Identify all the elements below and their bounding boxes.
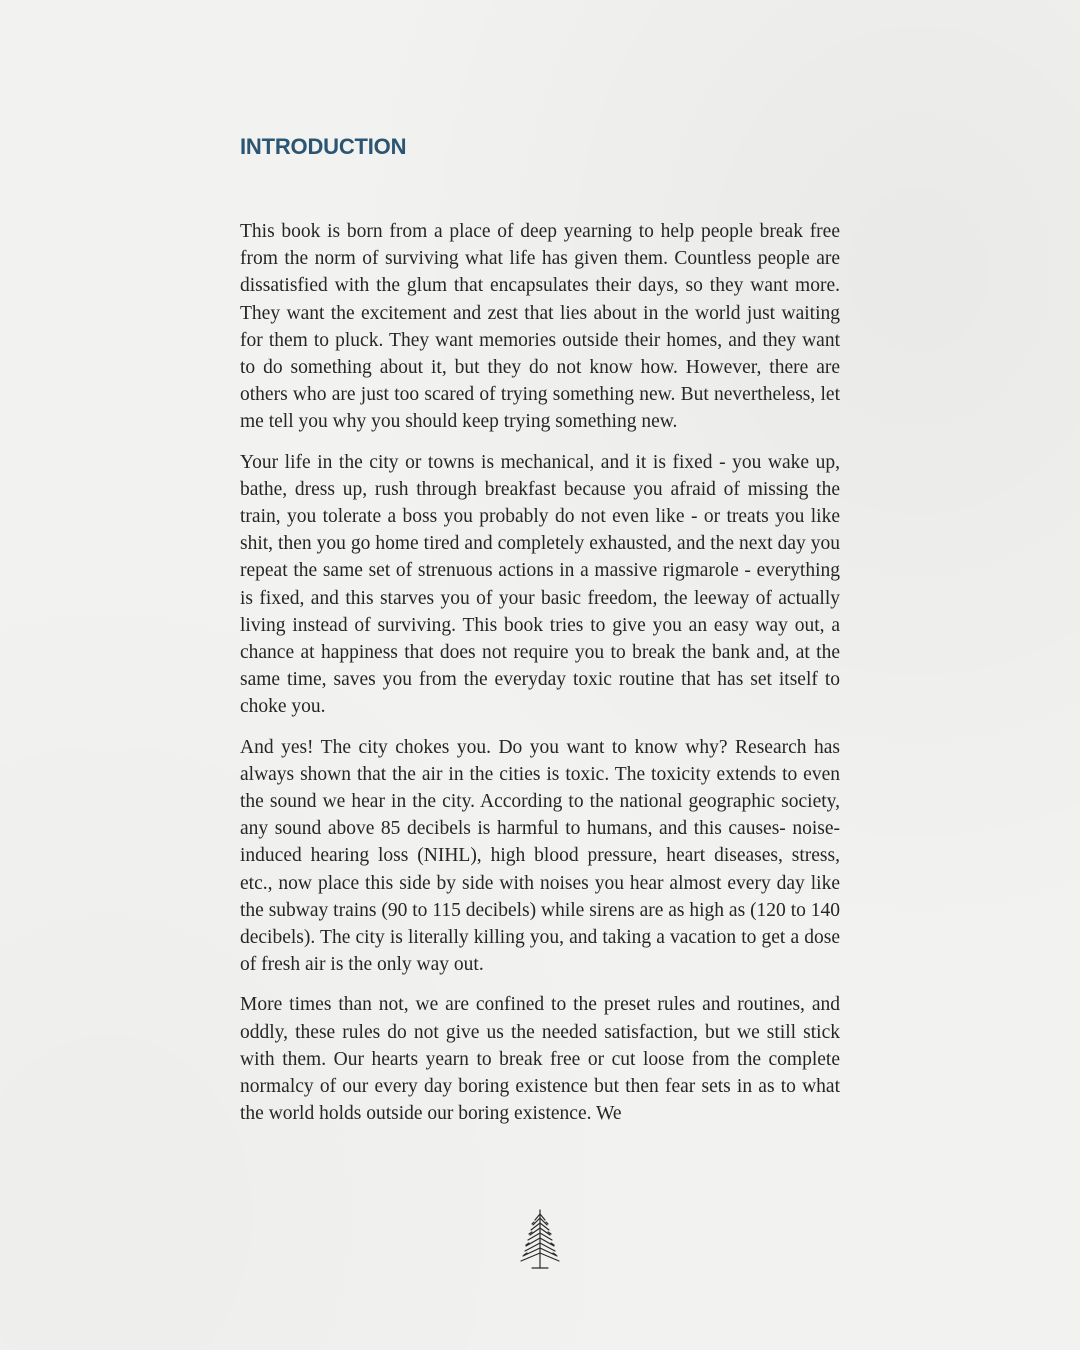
chapter-body (240, 218, 840, 1141)
paragraph: Your life in the city or towns is mechanical, and it is fixed - you wake up, bathe, dress up, rush through breakfast because you afraid of missing the train, you tolerate a boss you probably do not even like - or treats you like shit, then you go home tired and completely exhausted, and the next day you repeat the same set of strenuous actions in a massive rigmarole - everything is fixed, and this starves you of your basic freedom, the leeway of actually living instead of surviving. This book tries to give you an easy way out, a chance at happiness that does not require you to break the bank and, at the same time, saves you from the everyday toxic routine that has set itself to choke you. (240, 451, 840, 718)
paragraph: This book is born from a place of deep yearning to help people break free from the norm of surviving what life has given them. Countless people are dissatisfied with the glum that encapsulates their days, so they want more. They want the excitement and zest that lies about in the world just waiting for them to pluck. They want memories outside their homes, and they want to do something about it, but they do not know how. However, there are others who are just too scared of trying something new. But nevertheless, let me tell you why you should keep trying something new. (240, 221, 840, 433)
paragraph: More times than not, we are confined to the preset rules and routines, and oddly, these rules do not give us the needed satisfaction, but we still stick with them. Our hearts yearn to break free or cut loose from the complete normalcy of our every day boring existence but then fear sets in as to what the world holds outside our boring existence. We (240, 994, 840, 1125)
chapter-heading: INTRODUCTION (240, 134, 407, 159)
paragraph: And yes! The city chokes you. Do you want to know why? Research has always shown that the air in the cities is toxic. The toxicity extends to even the sound we hear in the city. According to the national geographic society, any sound above 85 decibels is harmful to humans, and this causes- noise-induced hearing loss (NIHL), high blood pressure, heart diseases, stress, etc., now place this side by side with noises you hear almost every day like the subway trains (90 to 115 decibels) while sirens are as high as (120 to 140 decibels). The city is literally killing you, and taking a vacation to get a dose of fresh air is the only way out. (240, 736, 840, 976)
pine-tree-icon (518, 1208, 562, 1272)
